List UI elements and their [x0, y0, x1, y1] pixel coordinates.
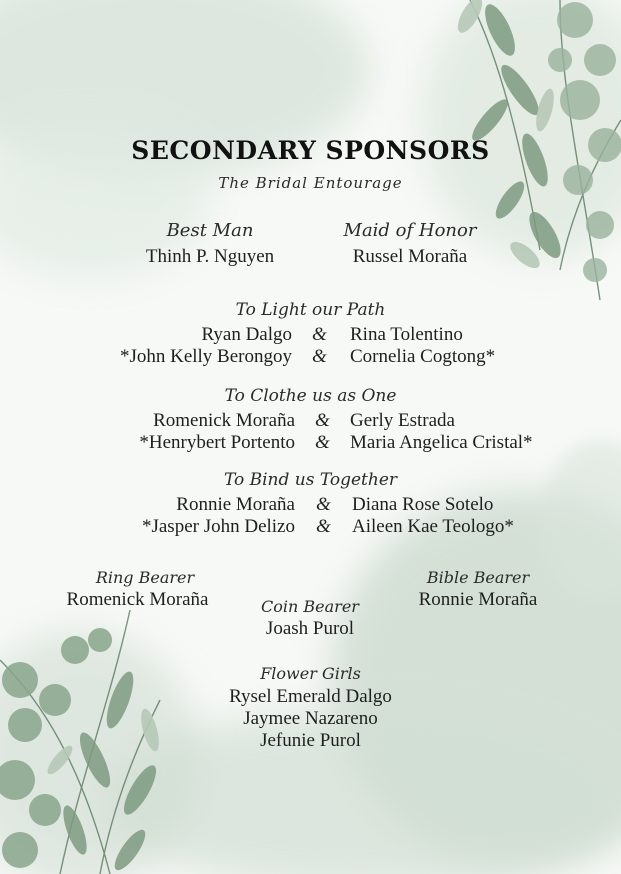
maid-of-honor-name: Russel Moraña	[352, 246, 468, 267]
page-subtitle: The Bridal Entourage	[218, 174, 403, 192]
flower-girl-name: Jefunie Purol	[260, 730, 361, 751]
cord-left-2: *Jasper John Delizo	[141, 516, 295, 537]
flower-girl-name: Rysel Emerald Dalgo	[229, 686, 392, 707]
best-man-name: Thinh P. Nguyen	[145, 246, 275, 267]
page-title: SECONDARY SPONSORS	[131, 136, 490, 165]
ampersand: &	[315, 432, 330, 453]
candle-heading: To Light our Path	[235, 300, 386, 320]
best-man-role: Best Man	[166, 220, 254, 241]
maid-of-honor-role: Maid of Honor	[343, 220, 477, 241]
ampersand: &	[312, 324, 327, 345]
candle-left-1: Ryan Dalgo	[201, 324, 292, 345]
flower-girl-name: Jaymee Nazareno	[243, 708, 378, 729]
candle-right-2: Cornelia Cogtong*	[350, 346, 496, 367]
ampersand: &	[315, 410, 330, 431]
candle-left-2: *John Kelly Berongoy	[119, 346, 292, 367]
bible-bearer-role: Bible Bearer	[426, 568, 530, 587]
cord-right-1: Diana Rose Sotelo	[352, 494, 494, 515]
cord-right-2: Aileen Kae Teologo*	[352, 516, 514, 537]
veil-heading: To Clothe us as One	[224, 386, 397, 406]
veil-left-1: Romenick Moraña	[153, 410, 295, 431]
bible-bearer-name: Ronnie Moraña	[418, 589, 538, 610]
ampersand: &	[316, 494, 331, 515]
ampersand: &	[316, 516, 331, 537]
ring-bearer-name: Romenick Moraña	[66, 589, 209, 610]
veil-right-1: Gerly Estrada	[350, 410, 455, 431]
cord-heading: To Bind us Together	[223, 470, 398, 490]
cord-left-1: Ronnie Moraña	[176, 494, 295, 515]
coin-bearer-name: Joash Purol	[265, 618, 355, 639]
candle-right-1: Rina Tolentino	[350, 324, 463, 345]
ring-bearer-role: Ring Bearer	[95, 568, 195, 587]
ampersand: &	[312, 346, 327, 367]
flower-girls-role: Flower Girls	[260, 664, 361, 683]
veil-left-2: *Henrybert Portento	[139, 432, 295, 453]
veil-right-2: Maria Angelica Cristal*	[350, 432, 533, 453]
coin-bearer-role: Coin Bearer	[261, 597, 359, 616]
